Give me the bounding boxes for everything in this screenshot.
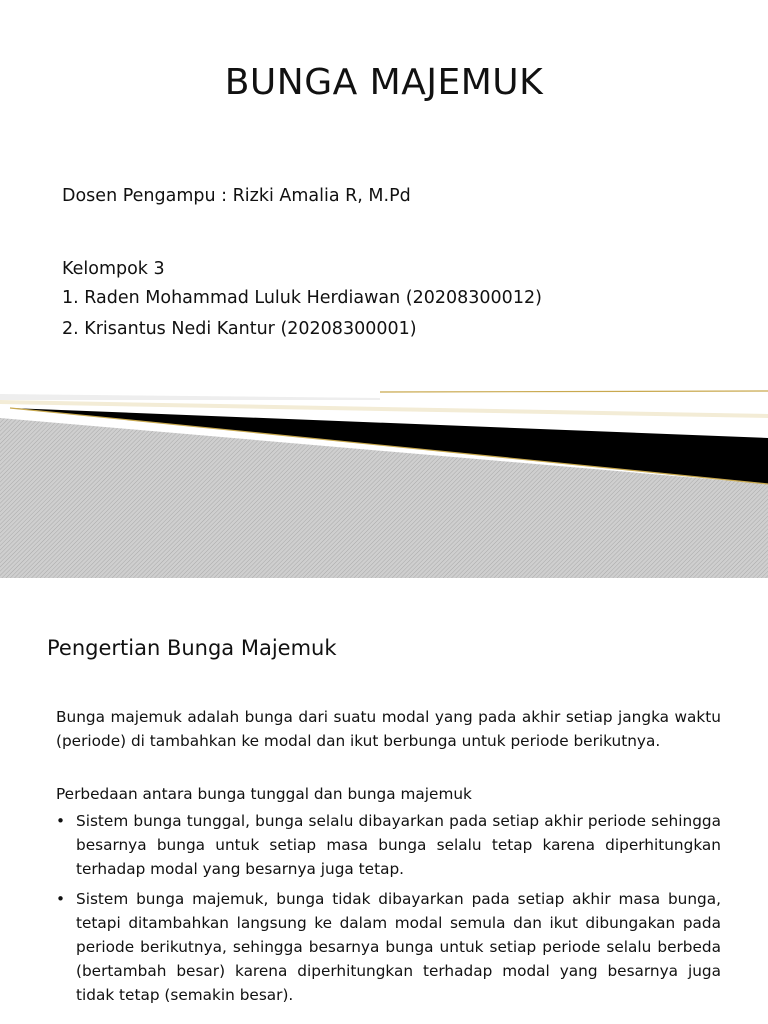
decorative-wave-graphic	[0, 380, 768, 578]
difference-heading: Perbedaan antara bunga tunggal dan bunga majemuk	[56, 785, 472, 803]
bullet-text-compound-interest: Sistem bunga majemuk, bunga tidak dibayarkan pada setiap akhir masa bunga, tetapi ditambahkan langsung ke dalam modal semula dan ikut dibungakan pada periode berikutnya, sehingga besarnya bunga untuk setiap periode selalu berbeda (bertambah besar) karena diperhitungkan terhadap modal yang besarnya juga tidak tetap (semakin besar).	[76, 890, 721, 1004]
content-slide	[0, 592, 768, 1024]
section-title: Pengertian Bunga Majemuk	[47, 636, 337, 660]
member-2: 2. Krisantus Nedi Kantur (20208300001)	[62, 319, 417, 339]
list-item	[56, 809, 721, 881]
bullet-icon: •	[56, 812, 66, 830]
difference-list	[56, 809, 721, 1013]
bullet-text-single-interest: Sistem bunga tunggal, bunga selalu dibayarkan pada setiap akhir periode sehingga besarnya bunga untuk setiap masa bunga selalu tetap karena diperhitungkan terhadap modal yang besarnya juga tetap.	[76, 812, 721, 878]
definition-paragraph: Bunga majemuk adalah bunga dari suatu modal yang pada akhir setiap jangka waktu (periode) di tambahkan ke modal dan ikut berbunga untuk periode berikutnya.	[56, 708, 721, 750]
group-label: Kelompok 3	[62, 259, 165, 279]
gold-rule	[380, 391, 768, 392]
member-1: 1. Raden Mohammad Luluk Herdiawan (20208300012)	[62, 288, 542, 308]
slide-gap	[0, 578, 768, 592]
list-item	[56, 887, 721, 1007]
lecturer-line: Dosen Pengampu : Rizki Amalia R, M.Pd	[62, 186, 411, 206]
bullet-icon: •	[56, 890, 66, 908]
slide-title: BUNGA MAJEMUK	[224, 62, 544, 103]
